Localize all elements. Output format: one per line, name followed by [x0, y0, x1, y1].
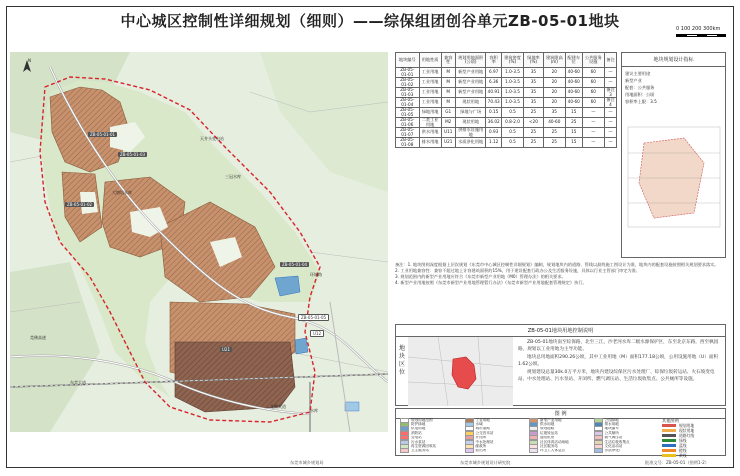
table-cell: 绿地用地 [419, 108, 441, 118]
legend-label: 地块编号 [604, 426, 619, 431]
page-title: 中心城区控制性详细规划（细则）——综保组团创谷单元ZB-05-01地块 [120, 12, 620, 30]
table-row [396, 108, 617, 118]
side-line: 容积率上限：3.5 [625, 99, 657, 104]
legend-item [529, 449, 594, 453]
legend-other-label: 橙线 [679, 447, 687, 453]
label-sanguan: 三冠水库 [225, 174, 241, 179]
legend-swatch [594, 449, 603, 453]
table-cell: ZB-05-01-08 [396, 138, 420, 148]
legend-label: 通信机房 [540, 435, 555, 440]
table-cell: 1.12 [486, 138, 501, 148]
table-cell: ZB-05-01-06 [396, 118, 420, 128]
legend-label: 供水用地 [540, 422, 555, 427]
block-label-a[interactable]: ZB-05-01-01 [90, 132, 116, 137]
table-cell: — [604, 138, 616, 148]
table-cell: 二类工业用地 [419, 118, 441, 128]
legend-other-swatch [662, 434, 676, 437]
legend-item [594, 449, 659, 453]
legend-item [465, 449, 530, 453]
location-paragraph: 规划建设总量30k.0万平方米，地块内建设综保区污水处理厂、综保垃圾转运站、火石坡变电站、中水处理站、污水泵站、开闭所、燃气调压站、生活垃圾收集点、公共厕所等设施。 [518, 370, 715, 382]
legend-other-swatch [662, 454, 676, 457]
table-cell: 现状用地 [455, 118, 486, 128]
table-row [396, 98, 617, 108]
legend-label: 变电站 [411, 435, 422, 440]
legend-label: 公交首末站 [475, 431, 494, 435]
note-line: 4. 新型产业用地按照《东莞市新型产业用地管理暂行办法》《东莞市新型产业用地配套管理规定》执行。 [395, 280, 587, 285]
table-cell: 40-60 [565, 98, 582, 108]
utility-label-1[interactable]: U12 [310, 330, 324, 337]
table-cell: U11 [441, 128, 455, 138]
table-cell: 35 [524, 68, 544, 78]
table-cell: 40-60 [543, 118, 565, 128]
table-cell: 1.0-3.5 [501, 98, 523, 108]
table-cell: U21 [441, 138, 455, 148]
legend-label: 公园绿地 [604, 418, 619, 422]
th: 地块编号 [396, 53, 420, 68]
table-cell: 25 [543, 138, 565, 148]
table-cell: 备注4 [606, 97, 615, 107]
label-road1: 莞佛高速 [30, 335, 46, 340]
table-cell: 0.15 [486, 108, 501, 118]
legend-other-swatch [662, 424, 676, 427]
table-cell: 水质净化用地 [455, 138, 486, 148]
th: 建筑限高(m) [543, 53, 565, 68]
note-line: 3. 规划范围内的新型产业用地应符合《东莞市新型产业用地（M0）管理办法》的相关要求。 [395, 274, 566, 279]
legend-label: 工业用地 [475, 418, 490, 422]
th: 容积率 [486, 53, 501, 68]
footer-right: 批准文号：ZB-05-01（图例1-2） [645, 460, 709, 465]
table-cell: 60 [582, 88, 604, 98]
legend-other-label: 道路红线 [679, 432, 695, 438]
table-cell: M2 [441, 118, 455, 128]
table-cell: — [604, 78, 616, 88]
table-cell: ZB-05-01-01 [396, 68, 420, 78]
table-cell: — [582, 138, 604, 148]
note-line: 备注：1. 地块图则深度根据上层次规划《东莞市中心城区控制性详细规划》编制，规划地块内的道路、管线以最终施工图设计为准，地块内的配套设施按照相关规划要求落实。 [395, 262, 719, 267]
table-cell: 工业用地 [419, 68, 441, 78]
table-cell: 供水用地 [419, 128, 441, 138]
label-water: 水库 [310, 408, 318, 413]
table-cell: — [604, 118, 616, 128]
scale-bar [676, 26, 728, 40]
table-cell: 备注3 [606, 87, 615, 97]
legend-grid [400, 418, 658, 456]
table-cell: ZB-05-01-03 [396, 88, 420, 98]
th: 兼容性 [441, 53, 455, 68]
block-label-d[interactable]: ZB-05-01-04 [282, 262, 308, 267]
table-cell: 新型产业用地 [455, 68, 486, 78]
legend-label: 中水处理站 [475, 439, 494, 444]
legend-label: 燃气调压站 [604, 435, 623, 440]
table-row [396, 138, 617, 148]
planning-map[interactable] [10, 52, 388, 432]
legend-label: 污水泵站 [411, 439, 426, 444]
table-row [396, 118, 617, 128]
legend-label: 新型产业用地 [540, 418, 562, 422]
control-table [395, 52, 617, 148]
table-cell: 25 [543, 128, 565, 138]
table-cell: 工业用地 [419, 98, 441, 108]
legend-label: 公共厕所 [604, 431, 619, 435]
table-cell: ZB-05-01-05 [396, 108, 420, 118]
legend-label: 排水用地 [604, 422, 619, 427]
side-mini-map [624, 123, 724, 233]
legend-label: 供电用地 [411, 426, 426, 431]
table-cell: 35 [524, 88, 544, 98]
table-cell: 20 [543, 88, 565, 98]
table-cell: 60 [582, 78, 604, 88]
table-cell: M [441, 78, 455, 88]
note-line: 2. 工业用地兼容性：兼容不超过地上计容建筑面积的15%，用于建设配套行政办公及生活服务设施，具体以行业主管部门审定为准。 [395, 268, 640, 273]
legend-label: 规划用地范围 [411, 418, 433, 422]
side-line: 新型产业 [625, 78, 642, 83]
table-cell: — [604, 68, 616, 78]
table-cell: 0.5 [501, 138, 523, 148]
footer [200, 458, 730, 468]
legend-label: 派出所 [475, 448, 487, 453]
table-cell: — [604, 108, 616, 118]
side-line: 配套：公共服务 [625, 85, 655, 90]
table-cell: 35 [543, 108, 565, 118]
legend-panel [395, 408, 726, 456]
table-row [396, 88, 617, 98]
location-paragraph: 地块总用地面积290.26公顷，其中工业用地（M）面积177.18公顷，公用设施用地（U）面积1.62公顷。 [518, 355, 719, 367]
info-panel [395, 52, 728, 457]
label-road2: 东莞大道 [70, 380, 86, 385]
table-cell: 0.8-2.0 [501, 118, 523, 128]
legend-label: 再生资源回收站 [411, 444, 437, 449]
label-road3: 龙腾大道 [270, 404, 286, 409]
legend-other-swatch [662, 449, 676, 452]
table-cell: 0.5 [501, 128, 523, 138]
table-cell: 0.5 [501, 108, 523, 118]
table-cell: 36.02 [486, 118, 501, 128]
block-label-e[interactable]: ZB-05-01-05 [298, 314, 329, 321]
table-cell: 40-60 [565, 68, 582, 78]
th: 公共服务设施 [582, 53, 604, 68]
scale-text: 0 100 200 300km [676, 26, 721, 32]
legend-label: 邮政所 [475, 444, 487, 449]
table-cell: 15 [565, 138, 582, 148]
side-line: 建议主要用途 [625, 71, 651, 76]
table-cell: 20 [543, 68, 565, 78]
table-cell: — [604, 128, 616, 138]
scale-bar-graphic [676, 34, 726, 37]
table-cell: M [441, 98, 455, 108]
notes-block [395, 262, 726, 314]
side-panel-title: 地块规划设计指标 [622, 53, 725, 67]
table-cell: 新型产业用地 [455, 78, 486, 88]
table-cell: 20 [543, 98, 565, 108]
table-cell: 60 [582, 98, 604, 108]
utility-label-2[interactable]: U21 [222, 347, 231, 352]
table-cell: 0.93 [486, 128, 501, 138]
legend-other-swatch [662, 439, 676, 442]
north-label: N [28, 58, 31, 63]
legend-label: 文化活动站 [604, 444, 623, 449]
table-cell: 6.36 [486, 78, 501, 88]
table-row [396, 78, 617, 88]
legend-swatch [465, 449, 474, 453]
table-cell: 40-60 [565, 78, 582, 88]
table-cell: 1.0-3.5 [501, 88, 523, 98]
table-cell: 工业用地 [419, 78, 441, 88]
table-cell: 25 [524, 108, 544, 118]
table-cell: 40-60 [565, 88, 582, 98]
legend-other-label: 现状用地 [679, 427, 695, 433]
legend-label: 水域 [475, 422, 483, 427]
th: 建筑密度(%) [501, 53, 523, 68]
legend-label: 防护绿地 [411, 422, 426, 427]
th: 规划用地面积(公顷) [455, 53, 486, 68]
map-canvas [10, 52, 388, 432]
table-cell: 25 [524, 128, 544, 138]
table-cell: G1 [441, 108, 455, 118]
table-cell: 25 [524, 138, 544, 148]
table-cell: 70.43 [486, 98, 501, 108]
table-cell: 1.0-3.5 [501, 68, 523, 78]
location-map-graphic [408, 337, 513, 406]
table-cell: — [582, 108, 604, 118]
table-cell: M [441, 68, 455, 78]
block-label-b[interactable]: ZB-05-01-02 [67, 202, 93, 207]
th: 绿地率(%) [524, 53, 544, 68]
side-line: 用地面积：公顷 [625, 92, 655, 97]
table-cell: 15 [565, 128, 582, 138]
legend-other-label: 绿线 [679, 437, 687, 443]
th: 备注 [604, 53, 616, 68]
label-road4: 环城路 [310, 272, 322, 277]
table-cell: — [582, 118, 604, 128]
table-cell: 排水用地 [419, 138, 441, 148]
block-label-c[interactable]: ZB-05-01-03 [120, 152, 146, 157]
side-indicator-panel [621, 52, 726, 258]
table-cell: 35 [524, 78, 544, 88]
legend-label: 卫生服务站 [411, 448, 429, 453]
location-paragraph: ZB-05-01地块南至综保路，北至三江，沙老河水库二级水源保护区，东至北京东路，西至枫园路。规划以工业用地为主导功能。 [518, 340, 719, 352]
legend-label: 垃圾转运站 [540, 431, 558, 435]
table-cell: 40.91 [486, 88, 501, 98]
table-cell: <20 [524, 118, 544, 128]
legend-label: 开闭所 [475, 435, 487, 440]
legend-other-label: 黄线 [679, 452, 687, 458]
footer-left: 东莞市城乡规划局 [290, 460, 324, 465]
legend-label: 生活垃圾收集点 [604, 439, 630, 444]
label-xiayuan: 大塘坑水库 [112, 190, 132, 195]
table-cell: 现状用地 [455, 98, 486, 108]
legend-label: 城市道路 [475, 426, 490, 431]
location-map [408, 337, 513, 406]
location-header: ZB-05-01地块用地控制说明 [396, 325, 725, 337]
legend-label: 水质净化厂 [604, 448, 623, 453]
label-tianjing: 天井头变电站 [200, 136, 224, 141]
legend-label: 消防站 [411, 431, 422, 435]
table-cell: M [441, 88, 455, 98]
legend-swatch [400, 449, 409, 453]
table-cell: 25 [565, 118, 582, 128]
legend-other-label: 规划用地 [679, 422, 695, 428]
legend-swatch [529, 449, 538, 453]
table-row [396, 68, 617, 78]
table-cell: 绿地与广场 [455, 108, 486, 118]
legend-other-swatch [662, 429, 676, 432]
location-panel [395, 324, 726, 406]
table-cell: 15 [565, 108, 582, 118]
table-header-row [396, 53, 617, 68]
table-cell: ZB-05-01-07 [396, 128, 420, 138]
table-cell: 6.97 [486, 68, 501, 78]
legend-other-title: 其他图例 [662, 417, 679, 423]
legend-other [662, 417, 724, 458]
table-cell: ZB-05-01-02 [396, 78, 420, 88]
table-cell: 新型产业用地 [455, 88, 486, 98]
legend-label: 社区体育活动场地 [540, 439, 569, 444]
legend-label: 环卫工人休息点 [540, 448, 566, 453]
legend-header: 图 例 [396, 409, 725, 419]
table-row [396, 128, 617, 138]
legend-other-label: 蓝线 [679, 442, 687, 448]
table-cell: 35 [524, 98, 544, 108]
table-cell: 1.0-3.5 [501, 78, 523, 88]
table-cell: — [582, 128, 604, 138]
legend-item [400, 449, 465, 453]
legend-label: 规划道路 [540, 426, 555, 431]
table-cell: 工业用地 [419, 88, 441, 98]
footer-mid: 东莞市城乡规划设计研究院 [460, 460, 511, 465]
table-cell: 供排水设施用地 [455, 128, 486, 138]
th: 用地性质 [419, 53, 441, 68]
table-cell: ZB-05-01-04 [396, 98, 420, 108]
table-cell: 60 [582, 68, 604, 78]
legend-other-swatch [662, 444, 676, 447]
table-cell: 20 [543, 78, 565, 88]
location-side-label: 地块区位 [398, 345, 405, 376]
location-description [518, 339, 723, 384]
th: 配建车位 [565, 53, 582, 68]
legend-label: 社区服务站 [540, 444, 558, 449]
